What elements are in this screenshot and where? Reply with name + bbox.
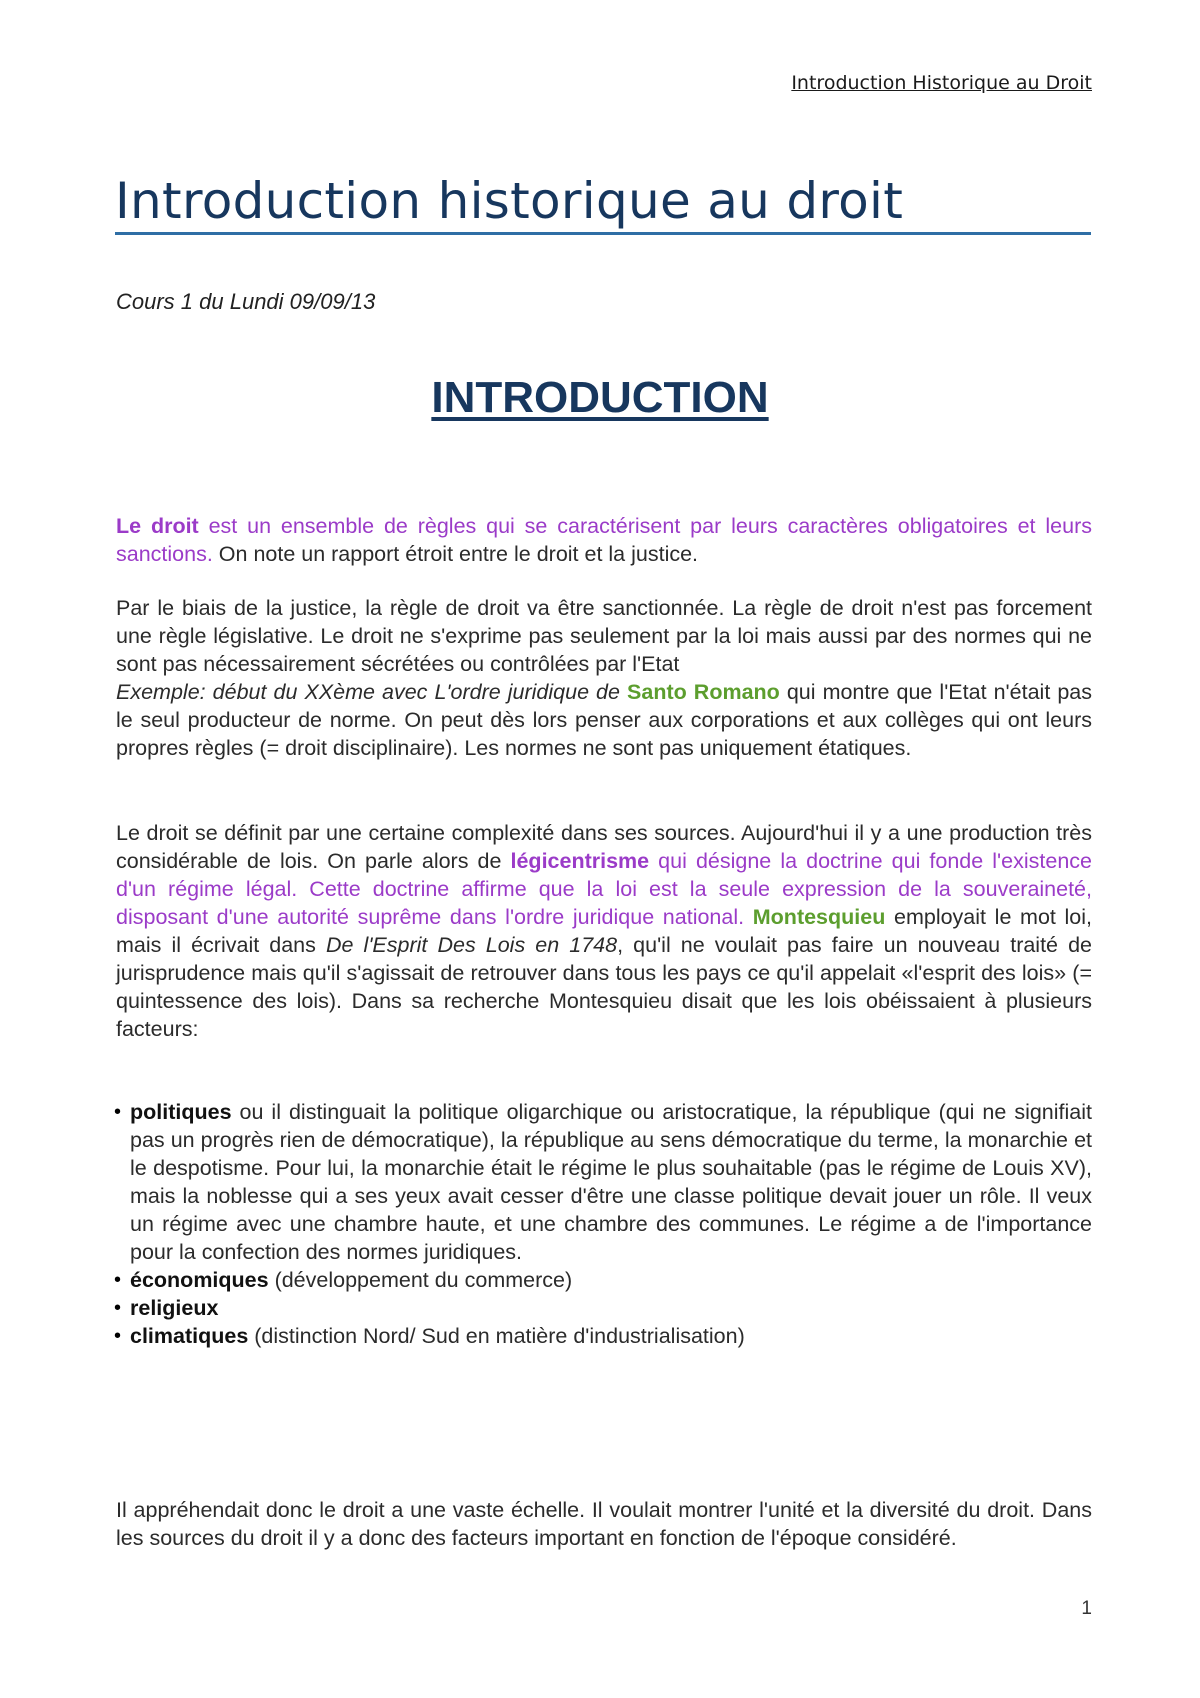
paragraph-sources	[116, 594, 1092, 762]
paragraph-text: employait le mot loi, mais il écrivait dans	[116, 905, 1093, 957]
list-item	[114, 1266, 1092, 1294]
course-date-line: Cours 1 du Lundi 09/09/13	[116, 289, 376, 314]
term-legicentrisme: légicentrisme	[510, 849, 650, 873]
list-item	[114, 1294, 1092, 1322]
bullet-icon: •	[114, 1269, 122, 1291]
paragraph-conclusion: Il appréhendait donc le droit a une vaste échelle. Il voulait montrer l'unité et la diversité du droit. Dans les sources du droit il y a donc des facteurs important en fonction de l'époque considéré.	[116, 1498, 1092, 1550]
section-heading-text: INTRODUCTION	[431, 373, 769, 422]
bullet-icon: •	[114, 1297, 122, 1319]
term-le-droit: Le droit	[116, 514, 199, 538]
bullet-icon: •	[114, 1325, 122, 1347]
factor-term: religieux	[130, 1296, 219, 1320]
paragraph-text: qui montre que l'Etat n'était pas le seul producteur de norme. On peut dès lors penser aux corporations et aux collèges qui ont leurs propres règles (= droit disciplinaire). Les normes ne sont pas uniquement étatiques.	[116, 680, 1092, 760]
factors-list	[114, 1098, 1092, 1350]
definition-text: est un ensemble de règles qui se caractérisent par leurs caractères obligatoires et leurs sanctions.	[116, 514, 1092, 566]
factor-text: (distinction Nord/ Sud en matière d'industrialisation)	[248, 1324, 745, 1348]
factor-text: (développement du commerce)	[268, 1268, 573, 1292]
example-text: Exemple: début du XXème avec L'ordre juridique de	[116, 680, 620, 704]
factor-term: économiques	[130, 1268, 269, 1292]
work-title: De l'Esprit Des Lois en 1748	[325, 933, 618, 957]
list-item	[114, 1322, 1092, 1350]
name-santo-romano: Santo Romano	[627, 680, 780, 704]
document-title: Introduction historique au droit	[115, 172, 1091, 235]
page-number: 1	[1081, 1598, 1092, 1619]
bullet-icon: •	[114, 1101, 122, 1123]
paragraph-text: Le droit se définit par une certaine complexité dans ses sources. Aujourd'hui il y a une production très considérable de lois. On parle alors de	[116, 821, 1092, 873]
paragraph-text: Par le biais de la justice, la règle de droit va être sanctionnée. La règle de droit n'est pas forcement une règle législative. Le droit ne s'exprime pas seulement par la loi mais aussi par des normes qui ne sont pas nécessairement sécrétées ou contrôlées par l'Etat	[116, 596, 1092, 676]
factor-term: politiques	[130, 1100, 232, 1124]
paragraph-complexity	[116, 819, 1092, 1043]
factor-text: ou il distinguait la politique oligarchique ou aristocratique, la république (qui ne signifiait pas un progrès rien de démocratique), la république au sens démocratique du terme, la monarchie et le despotisme. Pour lui, la monarchie était le régime le plus souhaitable (pas le régime de Louis XV), mais la noblesse qui a ses yeux avait cesser d'être une classe politique devait jouer un rôle. Il veux un régime avec une chambre haute, et une chambre des communes. Le régime a de l'importance pour la confection des normes juridiques.	[130, 1100, 1092, 1264]
name-montesquieu: Montesquieu	[752, 905, 886, 929]
running-header: Introduction Historique au Droit	[791, 72, 1092, 94]
doctrine-text: qui désigne la doctrine qui fonde l'existence d'un régime légal. Cette doctrine affirme que la loi est la seule expression de la souveraineté, disposant d'une autorité suprême dans l'ordre juridique national.	[116, 849, 1092, 929]
factor-term: climatiques	[130, 1324, 249, 1348]
list-item	[114, 1098, 1092, 1266]
section-heading	[0, 373, 1200, 423]
paragraph-text: , qu'il ne voulait pas faire un nouveau traité de jurisprudence mais qu'il s'agissait de retrouver dans tous les pays ce qu'il appelait «l'esprit des lois» (= quintessence des lois). Dans sa recherche Montesquieu disait que les lois obéissaient à plusieurs facteurs:	[116, 933, 1093, 1041]
paragraph-text: On note un rapport étroit entre le droit et la justice.	[212, 542, 699, 566]
paragraph-definition	[116, 512, 1092, 568]
